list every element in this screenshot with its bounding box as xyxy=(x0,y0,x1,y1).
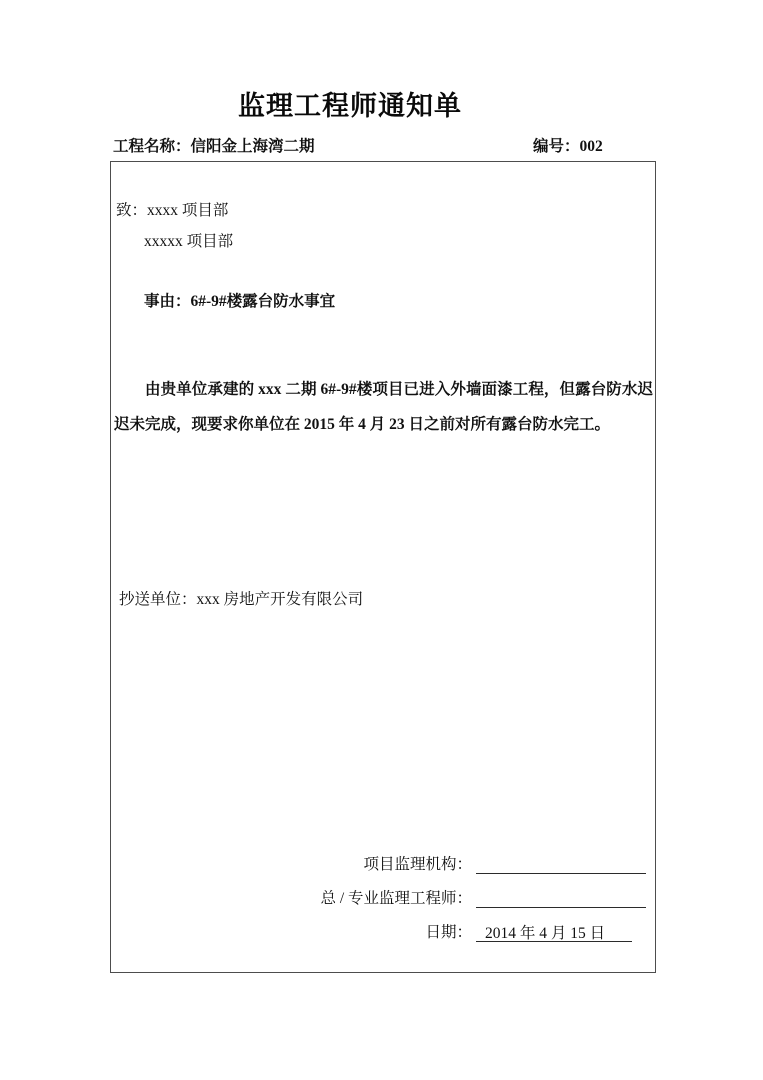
document-number-label: 编号： xyxy=(533,138,580,155)
signature-org-label: 项目监理机构： xyxy=(363,856,472,873)
project-name-line xyxy=(113,134,315,156)
addressee-value-2: xxxxx 项目部 xyxy=(144,233,234,250)
addressee-line-1 xyxy=(116,198,228,220)
signature-engineer-label: 总 / 专业监理工程师： xyxy=(320,890,472,907)
document-number-value: 002 xyxy=(579,138,603,155)
signature-engineer-blank-line xyxy=(476,887,646,908)
notice-body-paragraph: 由贵单位承建的 xxx 二期 6#-9#楼项目已进入外墙面漆工程，但露台防水迟迟未完成，现要求你单位在 2015 年 4 月 23 日之前对所有露台防水完工。 xyxy=(114,381,653,433)
subject-value: 6#-9#楼露台防水事宜 xyxy=(190,293,336,310)
subject-line xyxy=(144,289,335,311)
project-name-value: 信阳金上海湾二期 xyxy=(190,138,315,155)
addressee-line-2 xyxy=(144,229,233,251)
project-name-label: 工程名称： xyxy=(113,138,191,155)
cc-value: xxx 房地产开发有限公司 xyxy=(196,591,364,608)
signature-row-engineer xyxy=(186,886,646,908)
cc-label: 抄送单位： xyxy=(119,591,197,608)
signature-date-value: 2014 年 4 月 15 日 xyxy=(476,921,632,942)
notice-body-box xyxy=(110,161,656,973)
subject-label: 事由： xyxy=(144,293,191,310)
document-title: 监理工程师通知单 xyxy=(238,91,462,121)
signature-date-label: 日期： xyxy=(425,924,472,941)
document-number-line xyxy=(533,134,603,156)
signature-row-date xyxy=(186,920,646,942)
addressee-label: 致： xyxy=(116,202,148,219)
cc-line xyxy=(119,587,363,609)
signature-block xyxy=(186,852,646,954)
signature-org-blank-line xyxy=(476,853,646,874)
addressee-value-1: xxxx 项目部 xyxy=(147,202,229,219)
signature-row-org xyxy=(186,852,646,874)
